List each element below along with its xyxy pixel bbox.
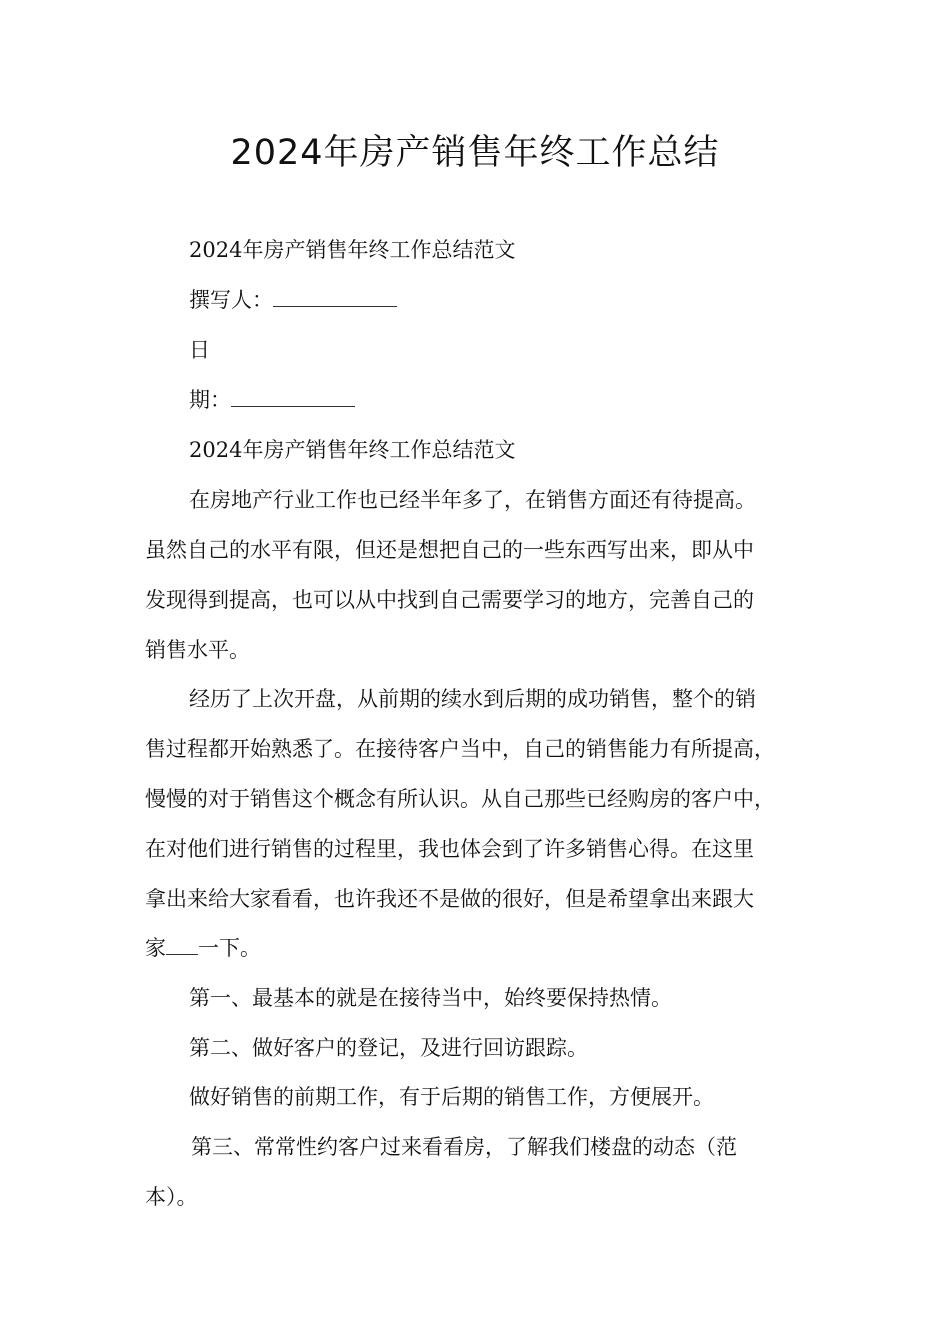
subtitle-line: 2024年房产销售年终工作总结范文: [189, 238, 516, 262]
point-2-note: 做好销售的前期工作，有于后期的销售工作，方便展开。: [189, 1085, 714, 1109]
point-2: 第二、做好客户的登记，及进行回访跟踪。: [189, 1036, 588, 1060]
paragraph-1-line-3: 发现得到提高，也可以从中找到自己需要学习的地方，完善自己的: [145, 588, 754, 612]
paragraph-2-line-5: 拿出来给大家看看，也许我还不是做的很好，但是希望拿出来跟大: [145, 887, 754, 911]
date-blank: [231, 388, 355, 407]
point-3-line-2: 本）。: [145, 1185, 198, 1209]
date-line: [189, 385, 355, 415]
paragraph-1-line-1: 在房地产行业工作也已经半年多了，在销售方面还有待提高。: [189, 488, 756, 512]
author-label: 撰写人：: [189, 288, 273, 312]
paragraph-2-last-before: 家: [145, 936, 166, 960]
paragraph-1-line-2: 虽然自己的水平有限，但还是想把自己的一些东西写出来，即从中: [145, 538, 754, 562]
point-1: 第一、最基本的就是在接待当中，始终要保持热情。: [189, 986, 672, 1010]
author-blank: [273, 288, 397, 307]
paragraph-2-line-6: [145, 933, 261, 963]
paragraph-2-line-1: 经历了上次开盘，从前期的续水到后期的成功销售，整个的销: [189, 687, 756, 711]
subtitle-line-2: 2024年房产销售年终工作总结范文: [189, 438, 516, 462]
point-3-line-1: 第三、常常性约客户过来看看房，了解我们楼盘的动态（范: [191, 1135, 737, 1159]
paragraph-2-line-2: 售过程都开始熟悉了。在接待客户当中，自己的销售能力有所提高，: [145, 737, 775, 761]
paragraph-2-last-after: 一下。: [198, 936, 261, 960]
paragraph-2-line-3: 慢慢的对于销售这个概念有所认识。从自己那些已经购房的客户中，: [145, 787, 775, 811]
date-label: 期：: [189, 388, 231, 412]
paragraph-2-line-4: 在对他们进行销售的过程里，我也体会到了许多销售心得。在这里: [145, 837, 754, 861]
document-title: 2024年房产销售年终工作总结: [230, 133, 720, 173]
author-line: [189, 285, 397, 315]
paragraph-2-blank: [166, 936, 198, 955]
date-label-line-1: 日: [189, 338, 210, 362]
paragraph-1-line-4: 销售水平。: [145, 638, 250, 662]
